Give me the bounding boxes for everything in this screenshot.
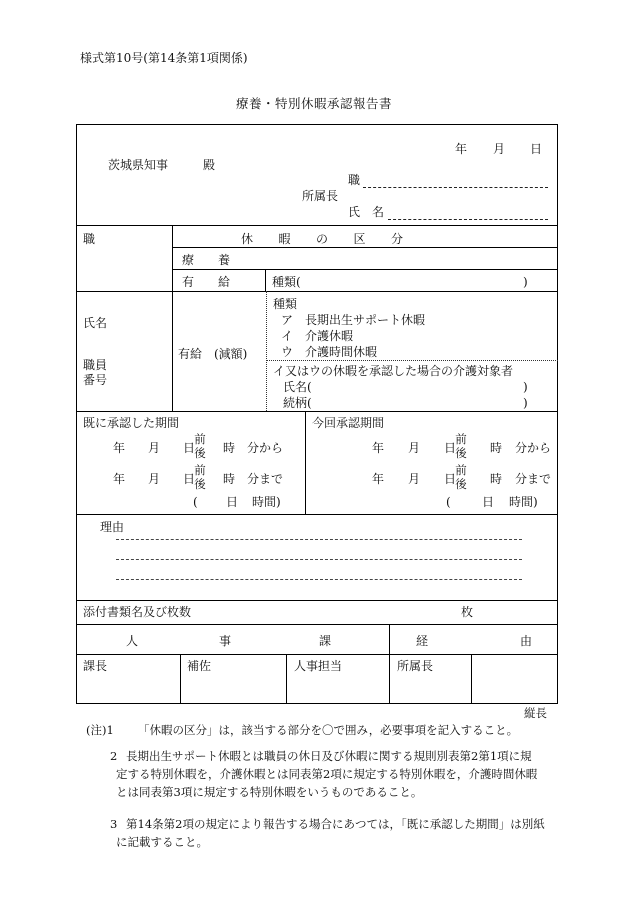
period-divider	[305, 411, 306, 514]
shurui-close-paren: )	[523, 275, 528, 289]
attachments-label: 添付書類名及び枚数	[83, 605, 192, 619]
approved-from-hour: 時	[223, 441, 236, 455]
position-underline	[363, 187, 548, 188]
current-to-year: 年	[372, 472, 385, 486]
approved-to-hour: 時	[223, 472, 236, 486]
cell-divider-2	[286, 654, 287, 704]
care-name-close: )	[523, 380, 528, 394]
report-form	[76, 124, 558, 704]
divider-header	[172, 247, 558, 248]
note-2-line-1: 長期出生サポート休暇とは職員の休日及び休暇に関する規則別表第2第1項に規	[126, 749, 532, 763]
dotted-divider-care	[266, 360, 558, 361]
note-2-label: 2	[110, 749, 118, 763]
care-relation-label: 続柄(	[283, 396, 312, 410]
option-u-label: ウ 介護時間休暇	[281, 345, 378, 359]
cell-divider-3	[471, 654, 472, 704]
divider-reason	[76, 600, 558, 601]
approved-from-day: 日	[183, 441, 196, 455]
approved-from-minute: 分から	[247, 441, 284, 455]
note-3-line-2: に記載すること。	[116, 835, 208, 849]
date-day-label: 日	[530, 142, 543, 156]
orientation-label: 縦長	[524, 706, 547, 720]
approved-total-day: 日	[226, 495, 239, 509]
position-cell-label: 職	[83, 232, 96, 246]
current-total-open: (	[446, 495, 451, 509]
tanto-label: 人事担当	[294, 659, 343, 673]
approved-to-am: 前	[194, 463, 206, 477]
approved-to-year: 年	[113, 472, 126, 486]
recipient-label: 茨城県知事	[108, 158, 169, 172]
dotted-divider-types	[266, 291, 267, 411]
hosa-label: 補佐	[187, 659, 212, 673]
approved-from-am: 前	[194, 432, 206, 446]
option-i-label: イ 介護休暇	[281, 329, 354, 343]
current-period-label: 今回承認期間	[312, 416, 385, 430]
current-from-pm: 後	[455, 446, 467, 460]
yukyu-genkyu-label: 有給 (減額)	[178, 347, 248, 361]
border-bottom	[76, 703, 558, 704]
staff-number-label-1: 職員	[83, 358, 108, 372]
reason-line-2	[116, 559, 522, 560]
current-to-minute: 分まで	[515, 472, 552, 486]
approved-from-year: 年	[113, 441, 126, 455]
yukyu-label: 有 給	[182, 275, 231, 289]
note-2	[86, 748, 566, 810]
shurui-open-label: 種類(	[272, 275, 301, 289]
note-2-line-2: 定する特別休暇を，介護休暇とは同表第2項に規定する特別休暇を，介護時間休暇	[116, 767, 538, 781]
approved-from-pm: 後	[194, 446, 206, 460]
divider-types	[76, 411, 558, 412]
current-to-am: 前	[455, 463, 467, 477]
approved-to-day: 日	[183, 472, 196, 486]
note-3	[86, 816, 566, 856]
divider-addressee	[76, 225, 558, 226]
date-year-label: 年	[455, 142, 468, 156]
divider-attachments	[76, 624, 558, 625]
current-from-month: 月	[408, 441, 421, 455]
form-number: 様式第10号(第14条第1項関係)	[80, 51, 248, 65]
routing-ji: 事	[219, 634, 232, 648]
note-1	[86, 722, 566, 740]
reason-line-3	[116, 579, 522, 580]
current-to-month: 月	[408, 472, 421, 486]
care-name-label: 氏名(	[283, 380, 312, 394]
position-label: 職	[348, 173, 361, 187]
border-left	[76, 124, 77, 704]
reason-label: 理由	[100, 520, 125, 534]
border-right	[557, 124, 558, 704]
current-from-ampm	[454, 432, 468, 460]
approved-to-ampm	[193, 463, 207, 491]
approved-to-minute: 分まで	[247, 472, 284, 486]
yukyu-divider	[265, 269, 266, 291]
divider-yukyu	[76, 291, 558, 292]
name-underline	[388, 219, 548, 220]
border-top	[76, 124, 558, 125]
honorific-label: 殿	[203, 158, 216, 172]
head-label: 所属長	[302, 189, 339, 203]
leave-category-header: 休 暇 の 区 分	[241, 232, 404, 246]
routing-yu: 由	[520, 634, 533, 648]
document-title: 療養・特別休暇承認報告書	[236, 96, 393, 111]
divider-periods	[76, 514, 558, 515]
approved-to-pm: 後	[194, 477, 206, 491]
current-to-pm: 後	[455, 477, 467, 491]
shozokucho-label: 所属長	[397, 659, 434, 673]
note-1-text: 「休暇の区分」は，該当する部分を〇で囲み，必要事項を記入すること。	[138, 723, 519, 737]
approved-total-hours: 時間)	[252, 495, 281, 509]
approved-total-open: (	[193, 495, 198, 509]
care-relation-close: )	[523, 396, 528, 410]
current-to-ampm	[454, 463, 468, 491]
name-label: 氏 名	[348, 205, 385, 219]
approved-from-month: 月	[148, 441, 161, 455]
staff-number-label-2: 番号	[83, 373, 108, 387]
current-total-hours: 時間)	[509, 495, 538, 509]
date-month-label: 月	[493, 142, 506, 156]
approved-from-ampm	[193, 432, 207, 460]
current-to-day: 日	[444, 472, 457, 486]
approved-period-label: 既に承認した期間	[83, 416, 180, 430]
note-3-label: 3	[110, 817, 118, 831]
shurui-label: 種類	[273, 297, 298, 311]
current-from-hour: 時	[490, 441, 503, 455]
approved-to-month: 月	[148, 472, 161, 486]
current-from-minute: 分から	[515, 441, 552, 455]
routing-divider	[389, 624, 390, 704]
option-a-label: ア 長期出生サポート休暇	[281, 313, 426, 327]
note-1-label: (注)1	[86, 723, 114, 737]
current-from-year: 年	[372, 441, 385, 455]
staff-name-label: 氏名	[83, 316, 108, 330]
current-total-day: 日	[482, 495, 495, 509]
reason-line-1	[116, 539, 522, 540]
ryoyo-label: 療 養	[182, 253, 231, 267]
current-to-hour: 時	[490, 472, 503, 486]
col-divider-left	[172, 225, 173, 411]
care-target-note: イ又はウの休暇を承認した場合の介護対象者	[273, 364, 514, 378]
attachments-unit: 枚	[461, 605, 474, 619]
routing-kei: 経	[416, 634, 429, 648]
notes-section	[86, 722, 566, 856]
current-from-am: 前	[455, 432, 467, 446]
note-2-line-3: とは同表第3項に規定する特別休暇をいうものであること。	[116, 785, 423, 799]
routing-jin: 人	[126, 634, 139, 648]
current-from-day: 日	[444, 441, 457, 455]
routing-ka: 課	[319, 634, 332, 648]
note-3-line-1: 第14条第2項の規定により報告する場合にあつては，「既に承認した期間」は別紙	[126, 817, 545, 831]
kacho-label: 課長	[83, 659, 108, 673]
divider-ryoyo	[172, 269, 558, 270]
divider-routing-header	[76, 654, 558, 655]
cell-divider-1	[180, 654, 181, 704]
